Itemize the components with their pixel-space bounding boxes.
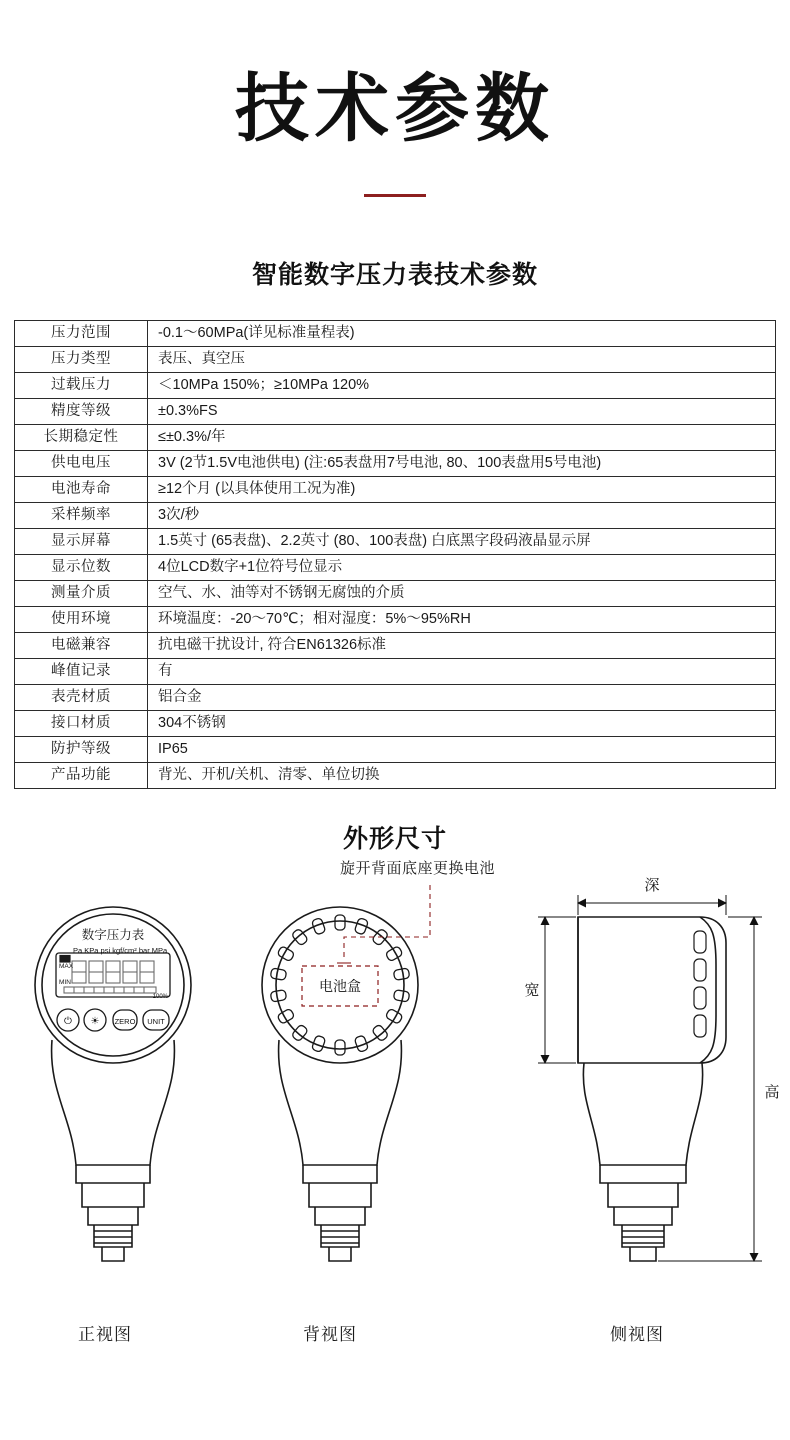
dimensions-svg xyxy=(0,865,790,1365)
dimension-lines xyxy=(538,895,762,1261)
side-view-drawing xyxy=(578,917,726,1261)
spec-value: 3V (2节1.5V电池供电) (注:65表盘用7号电池, 80、100表盘用5号电池) xyxy=(148,451,776,477)
dimensions-diagram xyxy=(0,860,790,1365)
power-button-icon[interactable]: ⏻ xyxy=(64,1016,72,1027)
table-row xyxy=(15,737,776,763)
table-row xyxy=(15,607,776,633)
spec-key: 长期稳定性 xyxy=(15,425,148,451)
width-dimension-label: 宽 xyxy=(524,981,540,999)
spec-key: 产品功能 xyxy=(15,763,148,789)
spec-value: 空气、水、油等对不锈钢无腐蚀的介质 xyxy=(148,581,776,607)
spec-value: 3次/秒 xyxy=(148,503,776,529)
table-row xyxy=(15,399,776,425)
depth-dimension-label: 深 xyxy=(644,876,660,894)
spec-section-title: 智能数字压力表技术参数 xyxy=(251,261,538,289)
table-row xyxy=(15,581,776,607)
spec-key: 精度等级 xyxy=(15,399,148,425)
spec-value: IP65 xyxy=(148,737,776,763)
spec-value: 背光、开机/关机、清零、单位切换 xyxy=(148,763,776,789)
spec-value: ＜10MPa 150%；≥10MPa 120% xyxy=(148,373,776,399)
spec-key: 压力类型 xyxy=(15,347,148,373)
table-row xyxy=(15,347,776,373)
spec-value: -0.1～60MPa(详见标准量程表) xyxy=(148,321,776,347)
back-view-caption: 背视图 xyxy=(303,1325,357,1344)
spec-value: 环境温度：-20～70℃；相对湿度：5%～95%RH xyxy=(148,607,776,633)
spec-key: 采样频率 xyxy=(15,503,148,529)
backlight-button-icon[interactable]: ☀ xyxy=(90,1016,100,1027)
spec-key: 防护等级 xyxy=(15,737,148,763)
battery-replace-note: 旋开背面底座更换电池 xyxy=(340,860,496,877)
table-row xyxy=(15,633,776,659)
front-min-label: MIN xyxy=(59,979,71,986)
spec-key: 测量介质 xyxy=(15,581,148,607)
battery-box-label: 电池盒 xyxy=(319,979,361,995)
battery-icon xyxy=(60,956,70,963)
spec-key: 电磁兼容 xyxy=(15,633,148,659)
spec-key: 显示位数 xyxy=(15,555,148,581)
view-caption-row xyxy=(0,1320,790,1350)
table-row xyxy=(15,503,776,529)
spec-key: 峰值记录 xyxy=(15,659,148,685)
table-row xyxy=(15,373,776,399)
table-row xyxy=(15,685,776,711)
spec-value: 有 xyxy=(148,659,776,685)
unit-button-label[interactable]: UNIT xyxy=(147,1017,165,1026)
spec-value: 抗电磁干扰设计, 符合EN61326标准 xyxy=(148,633,776,659)
spec-value: ±0.3%FS xyxy=(148,399,776,425)
zero-button-label[interactable]: ZERO xyxy=(114,1017,136,1026)
table-row xyxy=(15,529,776,555)
table-row xyxy=(15,555,776,581)
spec-key: 显示屏幕 xyxy=(15,529,148,555)
spec-value: 表压、真空压 xyxy=(148,347,776,373)
spec-key: 接口材质 xyxy=(15,711,148,737)
table-row xyxy=(15,425,776,451)
dimensions-section-title: 外形尺寸 xyxy=(342,825,447,853)
table-row xyxy=(15,659,776,685)
table-row xyxy=(15,321,776,347)
table-row xyxy=(15,711,776,737)
spec-key: 过载压力 xyxy=(15,373,148,399)
spec-key: 使用环境 xyxy=(15,607,148,633)
spec-key: 电池寿命 xyxy=(15,477,148,503)
table-row xyxy=(15,763,776,789)
spec-value: ≥12个月 (以具体使用工况为准) xyxy=(148,477,776,503)
spec-table xyxy=(14,320,776,789)
spec-key: 供电电压 xyxy=(15,451,148,477)
spec-value: 铝合金 xyxy=(148,685,776,711)
front-brand-label: 数字压力表 xyxy=(81,927,145,942)
front-battery-percent: 100% xyxy=(152,994,168,1000)
spec-key: 表壳材质 xyxy=(15,685,148,711)
table-row xyxy=(15,477,776,503)
height-dimension-label: 高 xyxy=(764,1083,780,1101)
side-view-caption: 侧视图 xyxy=(610,1325,664,1344)
front-view-caption: 正视图 xyxy=(78,1325,132,1344)
front-units-label: Pa KPa psi kgf/cm² bar MPa xyxy=(73,946,168,955)
spec-key: 压力范围 xyxy=(15,321,148,347)
spec-value: 1.5英寸 (65表盘)、2.2英寸 (80、100表盘) 白底黑字段码液晶显示屏 xyxy=(148,529,776,555)
back-view-drawing xyxy=(262,907,418,1261)
front-lcd-panel xyxy=(56,953,170,997)
title-divider xyxy=(364,194,426,197)
spec-table-body xyxy=(15,321,776,789)
front-max-label: MAX xyxy=(59,963,74,970)
spec-value: 4位LCD数字+1位符号位显示 xyxy=(148,555,776,581)
table-row xyxy=(15,451,776,477)
page-title: 技术参数 xyxy=(235,66,555,152)
spec-value: 304不锈钢 xyxy=(148,711,776,737)
spec-value: ≤±0.3%/年 xyxy=(148,425,776,451)
